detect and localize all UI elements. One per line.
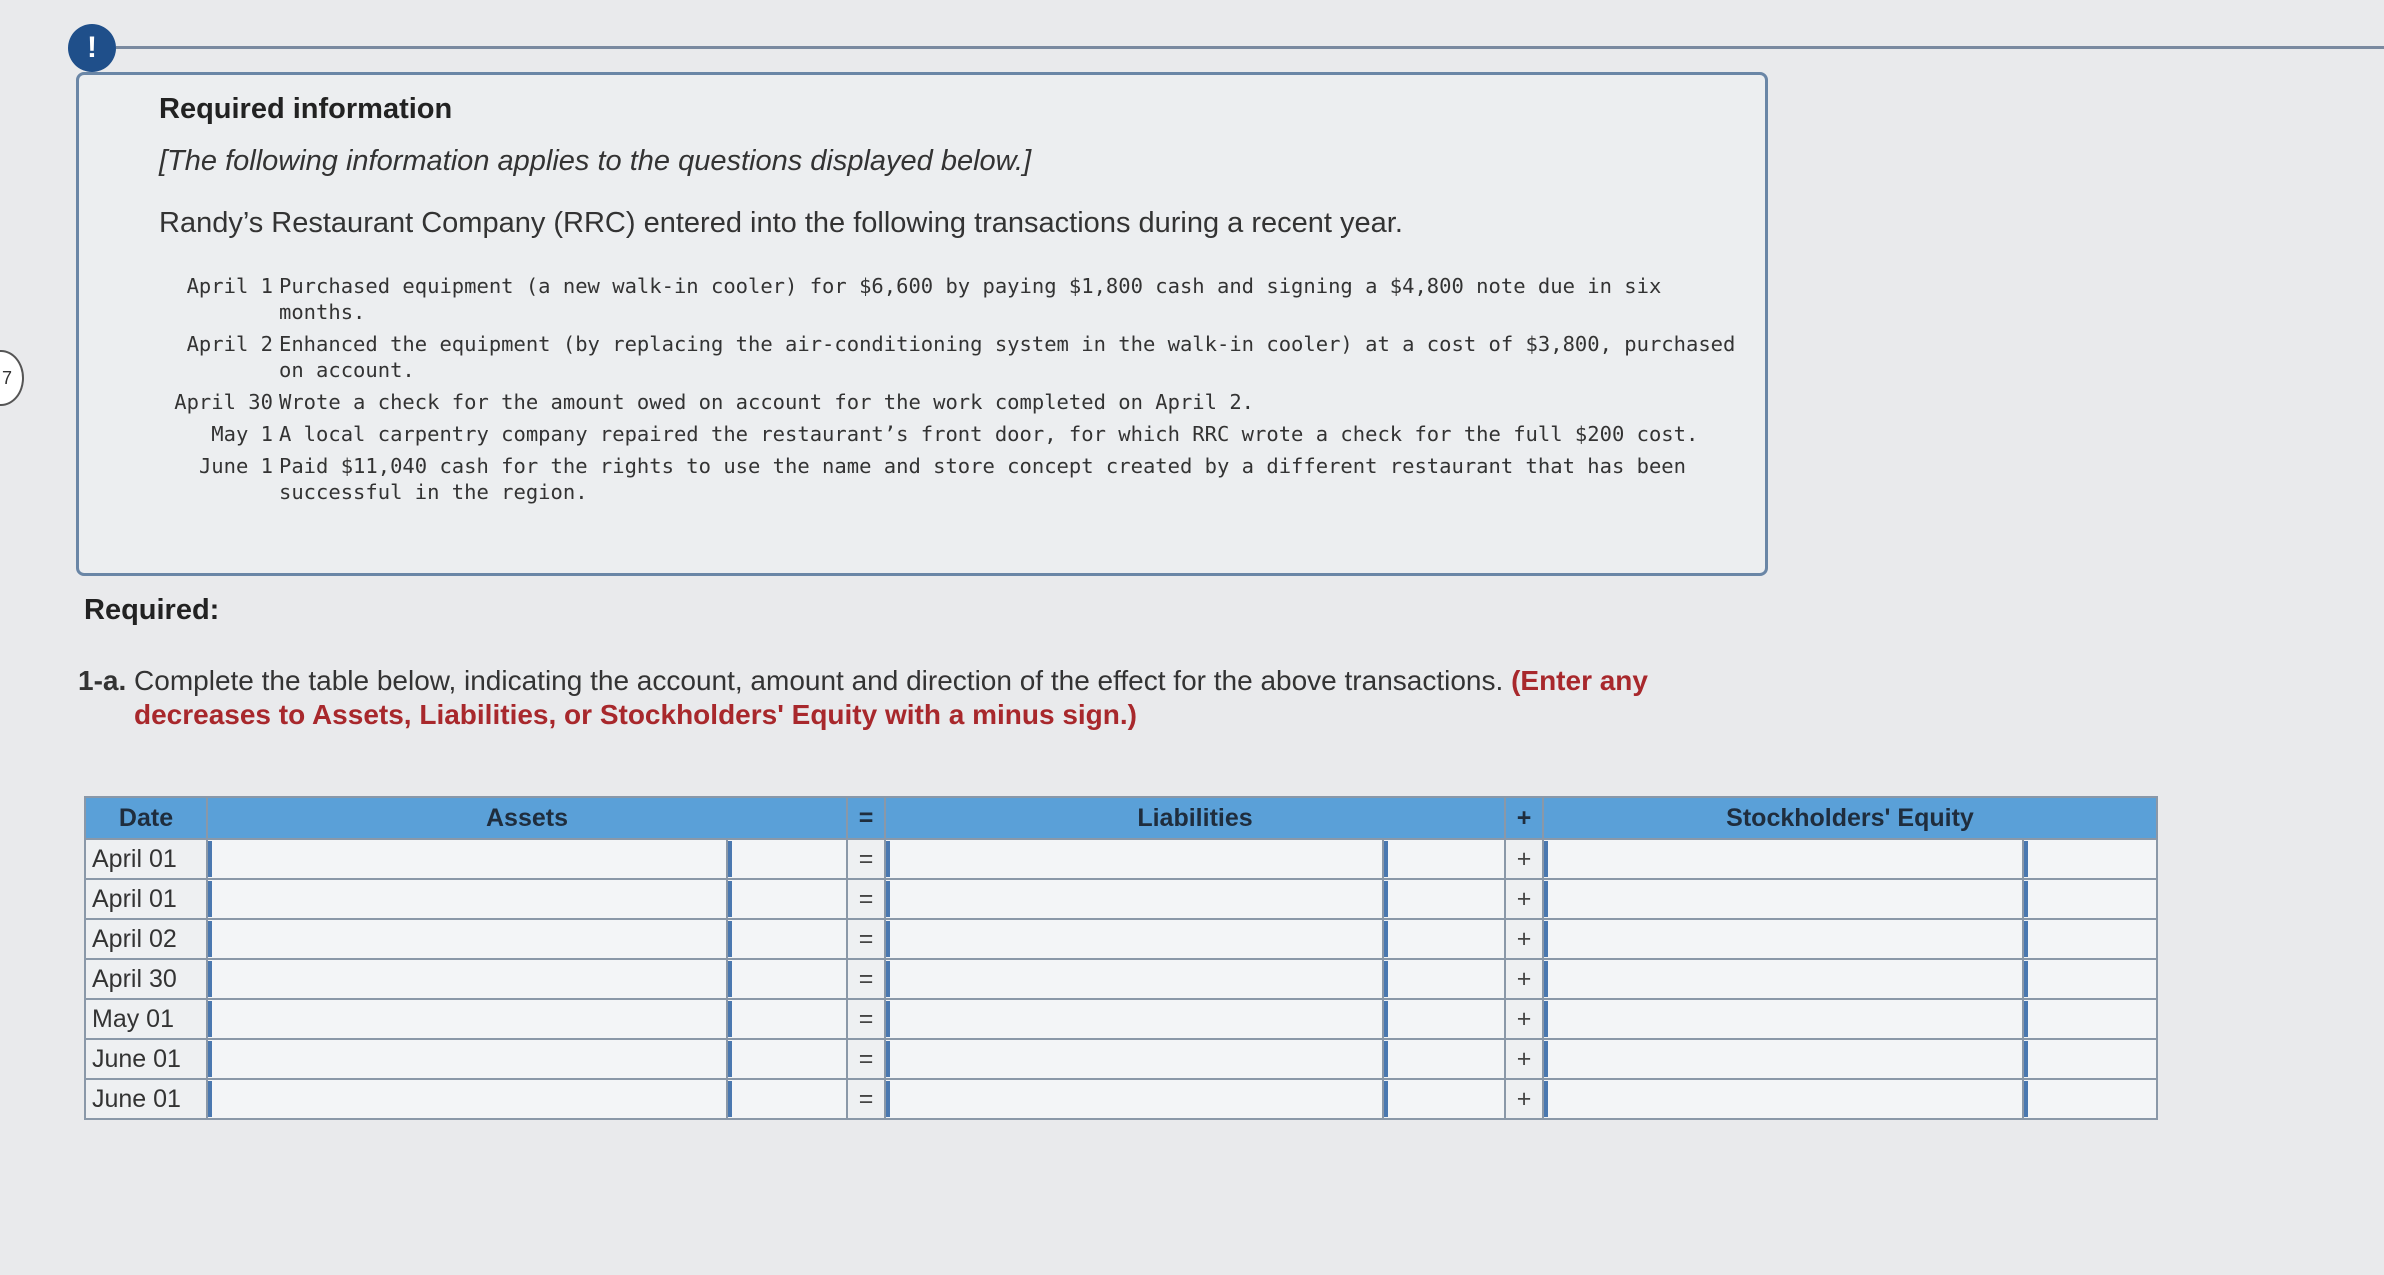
table-row [85, 1039, 2157, 1079]
assets-account-input[interactable] [208, 841, 726, 877]
table-row [85, 959, 2157, 999]
assets-account-input[interactable] [208, 921, 726, 957]
assets-account-input[interactable] [208, 1081, 726, 1117]
transaction-date: June 1 [198, 454, 273, 478]
equals-sign: = [847, 1039, 885, 1079]
equity-amount-input[interactable] [2024, 961, 2156, 997]
equity-amount-input[interactable] [2024, 921, 2156, 957]
assets-amount-input[interactable] [728, 921, 846, 957]
assets-account-select[interactable] [207, 959, 727, 999]
liabilities-amount-input[interactable] [1384, 1001, 1504, 1037]
plus-sign: + [1505, 919, 1543, 959]
liabilities-account-select[interactable] [885, 1079, 1383, 1119]
assets-amount-input[interactable] [728, 961, 846, 997]
plus-sign: + [1505, 999, 1543, 1039]
assets-account-select[interactable] [207, 999, 727, 1039]
plus-sign: + [1505, 1079, 1543, 1119]
question-text [78, 664, 1678, 732]
assets-account-input[interactable] [208, 1041, 726, 1077]
transaction-date: May 1 [211, 422, 273, 446]
assets-account-select[interactable] [207, 1039, 727, 1079]
transaction-row [123, 421, 1743, 447]
assets-amount-field[interactable] [727, 879, 847, 919]
table-row [85, 839, 2157, 879]
liabilities-account-input[interactable] [886, 1001, 1382, 1037]
equity-account-input[interactable] [1544, 1041, 2022, 1077]
required-info-box [76, 72, 1768, 576]
liabilities-account-input[interactable] [886, 1041, 1382, 1077]
equity-account-select[interactable] [1543, 839, 2023, 879]
equity-account-input[interactable] [1544, 1081, 2022, 1117]
equity-account-input[interactable] [1544, 841, 2022, 877]
transaction-date: April 30 [174, 390, 273, 414]
assets-amount-field[interactable] [727, 1039, 847, 1079]
row-date: May 01 [85, 999, 207, 1039]
alert-symbol: ! [87, 31, 97, 64]
equity-account-input[interactable] [1544, 921, 2022, 957]
liabilities-amount-field[interactable] [1383, 919, 1505, 959]
assets-account-select[interactable] [207, 1079, 727, 1119]
side-tab[interactable] [0, 350, 24, 406]
plus-sign: + [1505, 839, 1543, 879]
equity-account-select[interactable] [1543, 879, 2023, 919]
row-date: June 01 [85, 1039, 207, 1079]
header-liabilities: Liabilities [885, 797, 1505, 839]
assets-amount-field[interactable] [727, 919, 847, 959]
transaction-date: April 1 [186, 274, 273, 298]
table-row [85, 1079, 2157, 1119]
equity-amount-field[interactable] [2023, 1039, 2157, 1079]
liabilities-account-select[interactable] [885, 1039, 1383, 1079]
equity-amount-field[interactable] [2023, 959, 2157, 999]
equals-sign: = [847, 839, 885, 879]
transaction-description: A local carpentry company repaired the restaurant’s front door, for which RRC wrote a check for the full $200 cost. [279, 422, 1699, 446]
plus-sign: + [1505, 1039, 1543, 1079]
liabilities-account-input[interactable] [886, 961, 1382, 997]
equity-amount-input[interactable] [2024, 1041, 2156, 1077]
equity-account-input[interactable] [1544, 961, 2022, 997]
liabilities-amount-field[interactable] [1383, 999, 1505, 1039]
table-row [85, 999, 2157, 1039]
equity-account-input[interactable] [1544, 881, 2022, 917]
liabilities-amount-field[interactable] [1383, 839, 1505, 879]
liabilities-amount-field[interactable] [1383, 959, 1505, 999]
equals-sign: = [847, 959, 885, 999]
liabilities-account-select[interactable] [885, 919, 1383, 959]
plus-sign: + [1505, 879, 1543, 919]
liabilities-amount-field[interactable] [1383, 1039, 1505, 1079]
row-date: April 02 [85, 919, 207, 959]
assets-amount-field[interactable] [727, 999, 847, 1039]
equity-amount-field[interactable] [2023, 879, 2157, 919]
transaction-row [123, 273, 1743, 325]
equals-sign: = [847, 919, 885, 959]
assets-account-input[interactable] [208, 881, 726, 917]
assets-amount-input[interactable] [728, 1081, 846, 1117]
transaction-list [123, 273, 1743, 511]
row-date: April 01 [85, 879, 207, 919]
transaction-description: Paid $11,040 cash for the rights to use the name and store concept created by a different restaurant that has been successful in the region. [279, 454, 1686, 504]
liabilities-account-select[interactable] [885, 999, 1383, 1039]
assets-amount-field[interactable] [727, 1079, 847, 1119]
table-row [85, 879, 2157, 919]
equity-amount-input[interactable] [2024, 1001, 2156, 1037]
plus-sign: + [1505, 959, 1543, 999]
liabilities-amount-input[interactable] [1384, 961, 1504, 997]
required-heading: Required: [84, 594, 220, 626]
header-assets: Assets [207, 797, 847, 839]
liabilities-account-select[interactable] [885, 959, 1383, 999]
info-subtitle: [The following information applies to the questions displayed below.] [159, 145, 1032, 177]
equity-amount-field[interactable] [2023, 999, 2157, 1039]
equity-account-select[interactable] [1543, 1039, 2023, 1079]
row-date: April 30 [85, 959, 207, 999]
header-plus: + [1505, 797, 1543, 839]
assets-amount-input[interactable] [728, 881, 846, 917]
effects-table [84, 796, 2158, 1120]
liabilities-account-input[interactable] [886, 841, 1382, 877]
assets-amount-field[interactable] [727, 839, 847, 879]
row-date: April 01 [85, 839, 207, 879]
equity-amount-field[interactable] [2023, 839, 2157, 879]
question-instruction-1: (Enter any [1511, 665, 1648, 696]
liabilities-account-input[interactable] [886, 881, 1382, 917]
alert-icon [68, 24, 116, 72]
assets-amount-input[interactable] [728, 841, 846, 877]
liabilities-amount-input[interactable] [1384, 1081, 1504, 1117]
transaction-row [123, 453, 1743, 505]
transaction-description: Enhanced the equipment (by replacing the air-conditioning system in the walk-in cooler) at a cost of $3,800, purchased on account. [279, 332, 1736, 382]
liabilities-amount-field[interactable] [1383, 1079, 1505, 1119]
liabilities-account-input[interactable] [886, 1081, 1382, 1117]
equity-account-select[interactable] [1543, 1079, 2023, 1119]
liabilities-amount-input[interactable] [1384, 1041, 1504, 1077]
transaction-date: April 2 [186, 332, 273, 356]
assets-amount-field[interactable] [727, 959, 847, 999]
transaction-description: Wrote a check for the amount owed on account for the work completed on April 2. [279, 390, 1255, 414]
header-equals: = [847, 797, 885, 839]
header-date: Date [85, 797, 207, 839]
equity-account-input[interactable] [1544, 1001, 2022, 1037]
equals-sign: = [847, 879, 885, 919]
equity-amount-field[interactable] [2023, 1079, 2157, 1119]
equity-amount-input[interactable] [2024, 841, 2156, 877]
equals-sign: = [847, 999, 885, 1039]
question-instruction-2: decreases to Assets, Liabilities, or Stockholders' Equity with a minus sign.) [134, 699, 1137, 730]
assets-account-select[interactable] [207, 919, 727, 959]
transaction-description: Purchased equipment (a new walk-in cooler) for $6,600 by paying $1,800 cash and signing a $4,800 note due in six months. [279, 274, 1662, 324]
assets-account-input[interactable] [208, 1001, 726, 1037]
equity-account-select[interactable] [1543, 999, 2023, 1039]
liabilities-account-select[interactable] [885, 839, 1383, 879]
side-tab-label: 7 [1, 367, 12, 388]
question-number: 1-a. [78, 665, 127, 696]
top-divider [116, 46, 2384, 49]
liabilities-account-select[interactable] [885, 879, 1383, 919]
info-title: Required information [159, 93, 453, 125]
question-body: Complete the table below, indicating the account, amount and direction of the effect for the above transactions. [134, 665, 1504, 696]
equity-amount-input[interactable] [2024, 1081, 2156, 1117]
equity-account-select[interactable] [1543, 959, 2023, 999]
transaction-row [123, 331, 1743, 383]
table-row [85, 919, 2157, 959]
info-intro: Randy’s Restaurant Company (RRC) entered into the following transactions during a recent year. [159, 207, 1403, 239]
liabilities-amount-input[interactable] [1384, 841, 1504, 877]
assets-amount-input[interactable] [728, 1001, 846, 1037]
equals-sign: = [847, 1079, 885, 1119]
liabilities-amount-input[interactable] [1384, 881, 1504, 917]
header-equity: Stockholders' Equity [1543, 797, 2157, 839]
equity-account-select[interactable] [1543, 919, 2023, 959]
liabilities-account-input[interactable] [886, 921, 1382, 957]
equity-amount-field[interactable] [2023, 919, 2157, 959]
liabilities-amount-field[interactable] [1383, 879, 1505, 919]
liabilities-amount-input[interactable] [1384, 921, 1504, 957]
assets-account-select[interactable] [207, 879, 727, 919]
assets-account-select[interactable] [207, 839, 727, 879]
equity-amount-input[interactable] [2024, 881, 2156, 917]
table-header-row [85, 797, 2157, 839]
transaction-row [123, 389, 1743, 415]
row-date: June 01 [85, 1079, 207, 1119]
assets-amount-input[interactable] [728, 1041, 846, 1077]
assets-account-input[interactable] [208, 961, 726, 997]
